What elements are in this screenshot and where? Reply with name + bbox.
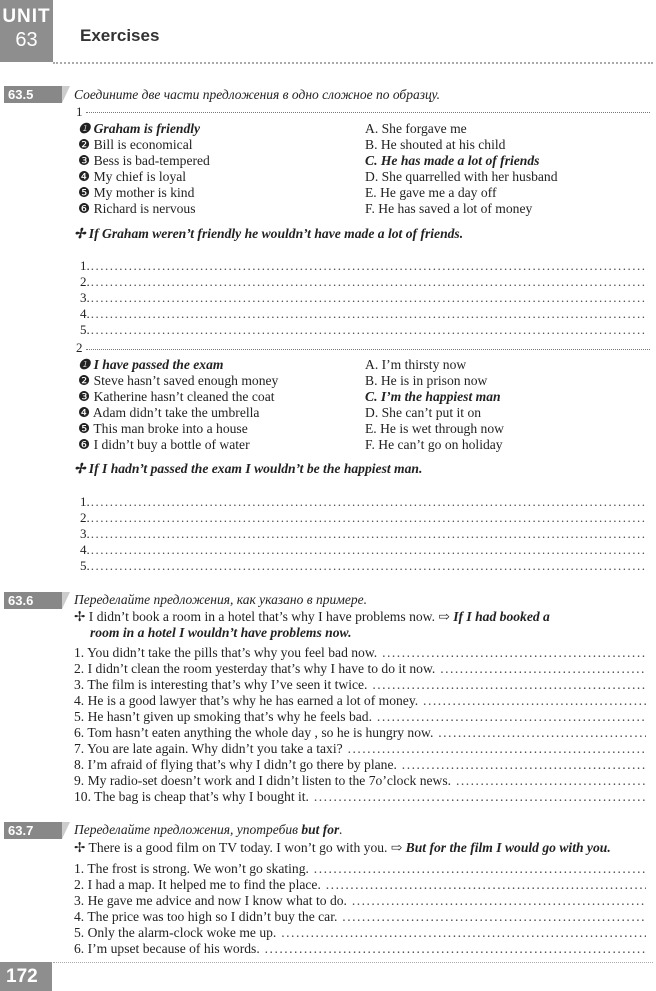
exercise-item[interactable]: 4. He is a good lawyer that’s why he has earned a lot of money. ..... xyxy=(74,693,646,709)
unit-label: UNIT xyxy=(2,6,51,27)
exercise-badge-63-5: 63.5 xyxy=(4,86,62,103)
exercise-item[interactable]: 2. I didn’t clean the room yesterday that’s why I have to do it now. ..... xyxy=(74,661,646,677)
answer-line[interactable]: 4. ..... xyxy=(80,542,646,558)
pair-row xyxy=(78,201,638,217)
right-item: A. I’m thirsty now xyxy=(365,357,467,372)
left-item: ❷ Steve hasn’t saved enough money xyxy=(78,373,279,388)
exercise-instruction-63-7: Переделайте предложения, употребив but for. xyxy=(74,822,343,837)
exercise-instruction-63-6: Переделайте предложения, как указано в примере. xyxy=(74,592,367,607)
example-sentence: ✢ If Graham weren’t friendly he wouldn’t have made a lot of friends. xyxy=(74,226,464,241)
exercise-instruction-63-5: Соедините две части предложения в одно сложное по образцу. xyxy=(74,87,441,102)
pair-row xyxy=(78,357,638,373)
exercise-item[interactable]: 3. He gave me advice and now I know what to do. ..... xyxy=(74,893,646,909)
left-item: ❷ Bill is economical xyxy=(78,137,193,152)
left-item: ❻ Richard is nervous xyxy=(78,201,196,216)
right-item: F. He has saved a lot of money xyxy=(365,201,533,216)
answer-line[interactable]: 3. ..... xyxy=(80,526,646,542)
pair-row xyxy=(78,121,638,137)
example-sentence: ✢ I didn’t book a room in a hotel that’s why I have problems now. ⇨ If I had booked a xyxy=(74,609,550,624)
answer-line[interactable]: 2. ..... xyxy=(80,510,646,526)
example-sentence: ✢ If I hadn’t passed the exam I wouldn’t be the happiest man. xyxy=(74,461,423,476)
exercise-item[interactable]: 2. I had a map. It helped me to find the place. ..... xyxy=(74,877,646,893)
part-number-2: 2 xyxy=(76,340,83,355)
left-item: ❶ Graham is friendly xyxy=(78,121,201,136)
right-item: B. He is in prison now xyxy=(365,373,488,388)
answer-line[interactable]: 1. ..... xyxy=(80,258,646,274)
exercise-item[interactable]: 1. You didn’t take the pills that’s why you feel bad now. ..... xyxy=(74,645,646,661)
pair-row xyxy=(78,153,638,169)
exercise-item[interactable]: 9. My radio-set doesn’t work and I didn’t listen to the 7o’clock news. ..... xyxy=(74,773,646,789)
part-divider-1 xyxy=(86,112,650,113)
exercise-item[interactable]: 3. The film is interesting that’s why I’ve seen it twice. ..... xyxy=(74,677,646,693)
unit-box xyxy=(0,0,53,62)
right-item: E. He is wet through now xyxy=(365,421,504,436)
left-item: ❹ My chief is loyal xyxy=(78,169,187,184)
left-item: ❹ Adam didn’t take the umbrella xyxy=(78,405,260,420)
right-item: C. I’m the happiest man xyxy=(365,389,501,404)
right-item: D. She can’t put it on xyxy=(365,405,482,420)
exercise-item[interactable]: 5. Only the alarm-clock woke me up. ..... xyxy=(74,925,646,941)
example-sentence: ✢ There is a good film on TV today. I won’t go with you. ⇨ But for the film I would go with you. xyxy=(74,840,611,855)
pair-row xyxy=(78,169,638,185)
pair-row xyxy=(78,437,638,453)
left-item: ❸ Bess is bad-tempered xyxy=(78,153,210,168)
exercise-badge-63-7: 63.7 xyxy=(4,822,62,839)
exercise-item[interactable]: 1. The frost is strong. We won’t go skating. ..... xyxy=(74,861,646,877)
answer-line[interactable]: 3. ..... xyxy=(80,290,646,306)
answer-line[interactable]: 4. ..... xyxy=(80,306,646,322)
part-divider-2 xyxy=(86,349,650,350)
left-item: ❸ Katherine hasn’t cleaned the coat xyxy=(78,389,275,404)
example-sentence-continued: room in a hotel I wouldn’t have problems now. xyxy=(90,625,352,640)
right-item: C. He has made a lot of friends xyxy=(365,153,540,168)
pair-row xyxy=(78,405,638,421)
left-item: ❺ This man broke into a house xyxy=(78,421,248,436)
pair-row xyxy=(78,185,638,201)
footer-divider xyxy=(53,962,653,963)
right-item: D. She quarrelled with her husband xyxy=(365,169,558,184)
right-item: B. He shouted at his child xyxy=(365,137,506,152)
pair-row xyxy=(78,137,638,153)
answer-line[interactable]: 5. ..... xyxy=(80,322,646,338)
part-number-1: 1 xyxy=(76,104,83,119)
header-divider xyxy=(53,62,653,64)
exercise-item[interactable]: 8. I’m afraid of flying that’s why I didn’t go there by plane. ..... xyxy=(74,757,646,773)
right-item: E. He gave me a day off xyxy=(365,185,497,200)
exercise-badge-63-6: 63.6 xyxy=(4,592,62,609)
exercise-item[interactable]: 7. You are late again. Why didn’t you take a taxi? ..... xyxy=(74,741,646,757)
left-item: ❺ My mother is kind xyxy=(78,185,195,200)
pair-row xyxy=(78,373,638,389)
page-title: Exercises xyxy=(80,26,160,45)
page-number: 172 xyxy=(0,962,52,991)
exercise-item[interactable]: 5. He hasn’t given up smoking that’s why he feels bad. ..... xyxy=(74,709,646,725)
pair-row xyxy=(78,389,638,405)
exercise-item[interactable]: 6. I’m upset because of his words. ..... xyxy=(74,941,646,957)
answer-line[interactable]: 5. ..... xyxy=(80,558,646,574)
left-item: ❶ I have passed the exam xyxy=(78,357,224,372)
unit-number: 63 xyxy=(15,29,38,51)
answer-line[interactable]: 1. ..... xyxy=(80,494,646,510)
exercise-item[interactable]: 6. Tom hasn’t eaten anything the whole day , so he is hungry now. ..... xyxy=(74,725,646,741)
exercise-item[interactable]: 10. The bag is cheap that’s why I bought it. ..... xyxy=(74,789,646,805)
right-item: A. She forgave me xyxy=(365,121,467,136)
left-item: ❻ I didn’t buy a bottle of water xyxy=(78,437,250,452)
answer-line[interactable]: 2. ..... xyxy=(80,274,646,290)
right-item: F. He can’t go on holiday xyxy=(365,437,503,452)
pair-row xyxy=(78,421,638,437)
exercise-item[interactable]: 4. The price was too high so I didn’t buy the car. ..... xyxy=(74,909,646,925)
